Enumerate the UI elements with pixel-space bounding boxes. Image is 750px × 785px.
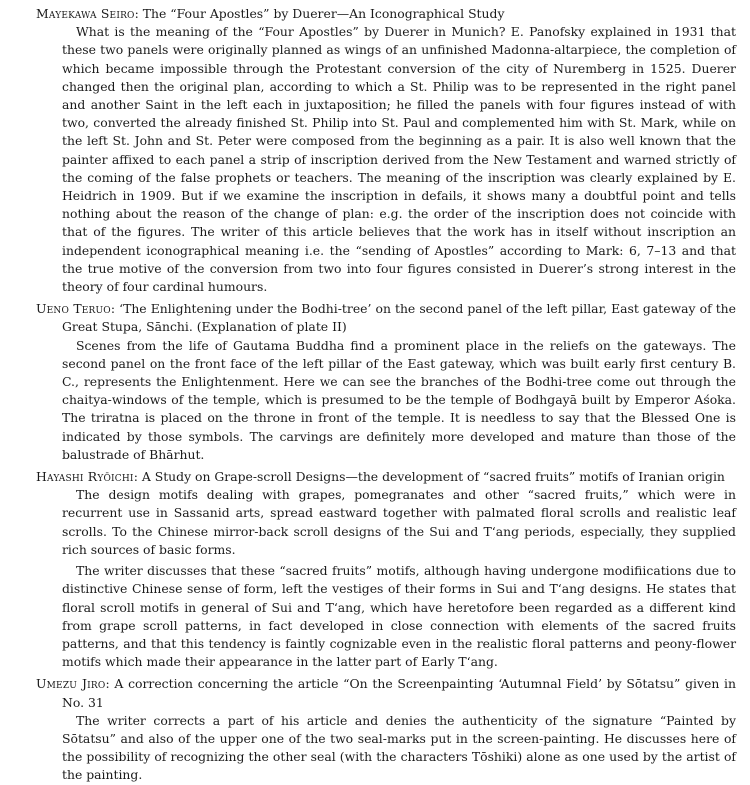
author-name: Hayashi Ryōichi <box>36 469 134 485</box>
author-name: Umezu Jiro <box>36 676 106 692</box>
abstract <box>36 712 736 785</box>
abstract-paragraph: The writer discusses that these “sacred fruits” motifs, although having undergone modifiications due to distinctive Chinese sense of form, left the vestiges of their forms in Sui and T‘ang designs. He states that floral scroll motifs in general of Sui and T‘ang, which have heretofore been regarded as a different kind from grape scroll patterns, in fact developed in close connection with elements of the sacred fruits patterns, and that this tendency is faintly cognizable even in the realistic floral patterns and peony-flower motifs which made their appearance in the latter part of Early T‘ang. <box>62 563 736 670</box>
article-title: A Study on Grape-scroll Designs—the development of “sacred fruits” motifs of Iranian origin <box>141 469 725 485</box>
abstract-paragraph: The writer corrects a part of his article and denies the authenticity of the signature “Painted by Sōtatsu” and also of the upper one of the two seal-marks put in the screen-painting. He discusses here of the possibility of recognizing the other seal (with the characters Tōshiki) alone as one used by the artist of the painting. <box>62 712 736 783</box>
abstract <box>36 486 736 671</box>
abstract <box>36 337 736 464</box>
entry-ueno <box>36 300 736 464</box>
entry-heading: Ueno Teruo: ‘The Enlightening under the Bodhi-tree’ on the second panel of the left pillar, East gateway of the Great Stupa, Sānchi. (Explanation of plate II) <box>36 301 736 335</box>
article-title: The “Four Apostles” by Duerer—An Iconographical Study <box>142 6 505 21</box>
entry-hayashi <box>36 468 736 671</box>
author-name: Mayekawa Seiro <box>36 6 135 21</box>
author-name: Ueno Teruo <box>36 301 111 317</box>
entry-heading: Umezu Jiro: A correction concerning the article “On the Screenpainting ‘Autumnal Field’ by Sōtatsu” given in No. 31 <box>36 676 736 710</box>
entry-umezu <box>36 675 736 784</box>
article-title: ‘The Enlightening under the Bodhi-tree’ on the second panel of the left pillar, East gateway of the Great Stupa, Sānchi. (Explanation of plate II) <box>62 301 736 335</box>
abstract <box>36 23 736 296</box>
abstract-paragraph: The design motifs dealing with grapes, pomegranates and other “sacred fruits,” which were in recurrent use in Sassanid arts, spread eastward together with palmated floral scrolls and realistic leaf scrolls. To the Chinese mirror-back scroll designs of the Sui and T‘ang periods, especially, they supplied rich sources of basic forms. <box>62 487 736 557</box>
abstract-paragraph: What is the meaning of the “Four Apostles” by Duerer in Munich? E. Panofsky explained in 1931 that these two panels were originally planned as wings of an unfinished Madonna-altarpiece, the completion of which became impossible through the Protestant conversion of the city of Nuremberg in 1525. Duerer changed then the original plan, according to which a St. Philip was to be represented in the right panel and another Saint in the left each in juxtaposition; he filled the panels with four figures instead of with two, converted the already finished St. Philip into St. Paul and complemented him with St. Mark, while on the left St. John and St. Peter were composed from the beginning as a pair. It is also well known that the painter affixed to each panel a strip of inscription derived from the New Testament and warned strictly of the coming of the false prophets or teachers. The meaning of the inscription was clearly explained by E. Heidrich in 1909. But if we examine the inscription in defails, it shows many a doubtful point and tells nothing about the reason of the change of plan: e.g. the order of the inscription does not coincide with that of the figures. The writer of this article believes that the work has in itself without inscription an independent iconographical meaning i.e. the “sending of Apostles” according to Mark: 6, 7–13 and that the true motive of the conversion from two into four figures consisted in Duerer’s strong interest in the theory of four cardinal humours. <box>62 24 736 295</box>
entry-heading: Mayekawa Seiro: The “Four Apostles” by Duerer—An Iconographical Study <box>36 6 505 21</box>
abstract-paragraph: Scenes from the life of Gautama Buddha find a prominent place in the reliefs on the gateways. The second panel on the front face of the left pillar of the East gateway, which was built early first century B. C., represents the Enlightenment. Here we can see the branches of the Bodhi-tree come out through the chaitya-windows of the temple, which is presumed to be the temple of Bodhgayā built by Emperor Aśoka. The triratna is placed on the throne in front of the temple. It is needless to say that the Blessed One is indicated by those symbols. The carvings are definitely more developed and mature than those of the balustrade of Bhārhut. <box>62 337 736 462</box>
article-title: A correction concerning the article “On the Screenpainting ‘Autumnal Field’ by Sōtatsu” given in No. 31 <box>62 676 736 710</box>
entry-mayekawa <box>36 5 736 296</box>
entry-heading: Hayashi Ryōichi: A Study on Grape-scroll Designs—the development of “sacred fruits” motifs of Iranian origin <box>36 469 725 485</box>
